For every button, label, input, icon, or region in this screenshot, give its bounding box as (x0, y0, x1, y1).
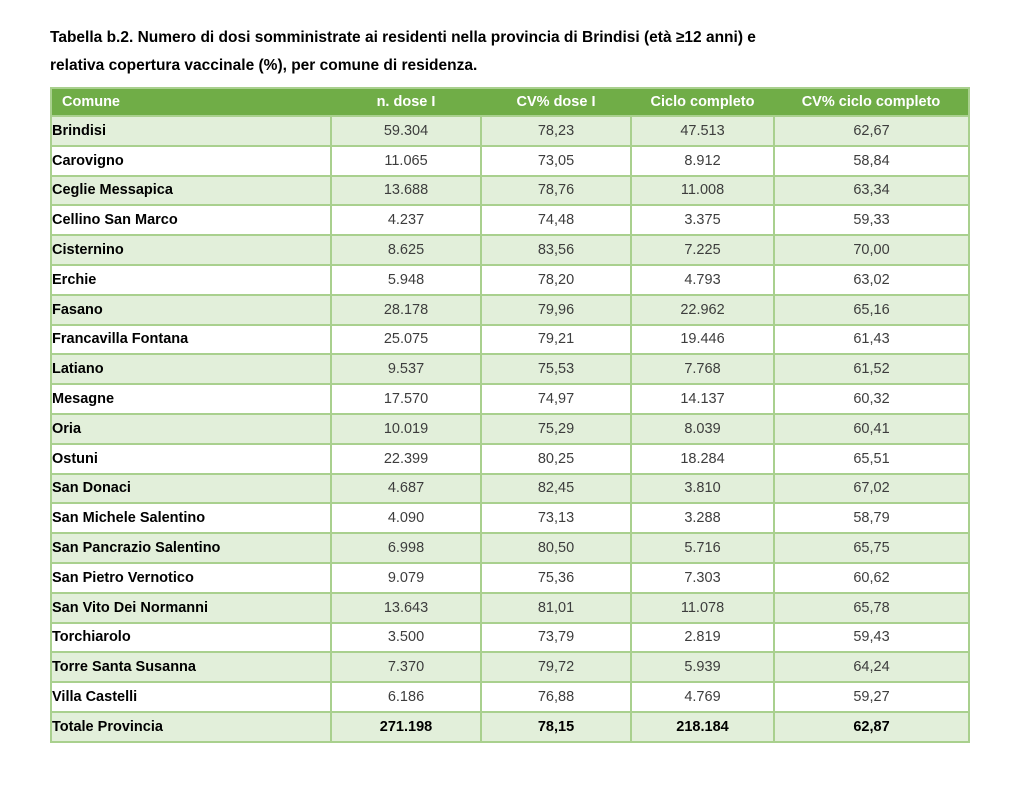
cv-dose-1-cell: 78,23 (481, 116, 631, 146)
n-dose-1-cell: 10.019 (331, 414, 481, 444)
cv-dose-1-cell: 73,13 (481, 503, 631, 533)
n-dose-1-cell: 11.065 (331, 146, 481, 176)
table-row (51, 623, 969, 653)
cv-dose-1-cell: 79,21 (481, 325, 631, 355)
table-row (51, 444, 969, 474)
cv-dose-1-cell: 74,97 (481, 384, 631, 414)
n-dose-1-cell: 22.399 (331, 444, 481, 474)
comune-cell: San Michele Salentino (51, 503, 331, 533)
ciclo-completo-cell: 218.184 (631, 712, 774, 742)
column-header-cv-dose-1: CV% dose I (481, 88, 631, 116)
comune-cell: Torre Santa Susanna (51, 652, 331, 682)
n-dose-1-cell: 9.537 (331, 354, 481, 384)
table-row (51, 116, 969, 146)
cv-ciclo-completo-cell: 63,34 (774, 176, 969, 206)
comune-cell: Erchie (51, 265, 331, 295)
ciclo-completo-cell: 5.939 (631, 652, 774, 682)
n-dose-1-cell: 13.688 (331, 176, 481, 206)
cv-ciclo-completo-cell: 67,02 (774, 474, 969, 504)
cv-dose-1-cell: 79,72 (481, 652, 631, 682)
cv-ciclo-completo-cell: 58,79 (774, 503, 969, 533)
table-body (51, 116, 969, 742)
ciclo-completo-cell: 14.137 (631, 384, 774, 414)
table-row (51, 593, 969, 623)
cv-dose-1-cell: 75,36 (481, 563, 631, 593)
table-row (51, 652, 969, 682)
table-caption-line-2: relativa copertura vaccinale (%), per comune di residenza. (50, 57, 478, 74)
cv-dose-1-cell: 78,15 (481, 712, 631, 742)
comune-cell: Totale Provincia (51, 712, 331, 742)
comune-cell: San Vito Dei Normanni (51, 593, 331, 623)
table-row (51, 205, 969, 235)
comune-cell: Cisternino (51, 235, 331, 265)
ciclo-completo-cell: 3.288 (631, 503, 774, 533)
table-row (51, 533, 969, 563)
document-page (50, 24, 975, 743)
ciclo-completo-cell: 2.819 (631, 623, 774, 653)
table-row (51, 414, 969, 444)
n-dose-1-cell: 5.948 (331, 265, 481, 295)
ciclo-completo-cell: 4.793 (631, 265, 774, 295)
cv-dose-1-cell: 83,56 (481, 235, 631, 265)
cv-ciclo-completo-cell: 62,67 (774, 116, 969, 146)
cv-ciclo-completo-cell: 58,84 (774, 146, 969, 176)
table-caption-line-1: Tabella b.2. Numero di dosi somministrate ai residenti nella provincia di Brindisi (età ≥12 anni) e (50, 29, 756, 46)
n-dose-1-cell: 6.998 (331, 533, 481, 563)
table-row (51, 265, 969, 295)
ciclo-completo-cell: 3.810 (631, 474, 774, 504)
table-row (51, 146, 969, 176)
ciclo-completo-cell: 4.769 (631, 682, 774, 712)
table-row (51, 503, 969, 533)
ciclo-completo-cell: 22.962 (631, 295, 774, 325)
n-dose-1-cell: 7.370 (331, 652, 481, 682)
vaccination-doses-table (50, 87, 970, 743)
comune-cell: Ceglie Messapica (51, 176, 331, 206)
table-row (51, 235, 969, 265)
table-caption (50, 24, 975, 80)
cv-ciclo-completo-cell: 59,27 (774, 682, 969, 712)
cv-ciclo-completo-cell: 65,16 (774, 295, 969, 325)
cv-ciclo-completo-cell: 61,52 (774, 354, 969, 384)
cv-dose-1-cell: 76,88 (481, 682, 631, 712)
cv-ciclo-completo-cell: 61,43 (774, 325, 969, 355)
cv-dose-1-cell: 74,48 (481, 205, 631, 235)
cv-dose-1-cell: 80,50 (481, 533, 631, 563)
cv-ciclo-completo-cell: 65,78 (774, 593, 969, 623)
cv-ciclo-completo-cell: 65,75 (774, 533, 969, 563)
n-dose-1-cell: 271.198 (331, 712, 481, 742)
n-dose-1-cell: 3.500 (331, 623, 481, 653)
ciclo-completo-cell: 47.513 (631, 116, 774, 146)
table-row (51, 563, 969, 593)
cv-dose-1-cell: 80,25 (481, 444, 631, 474)
cv-dose-1-cell: 78,76 (481, 176, 631, 206)
ciclo-completo-cell: 5.716 (631, 533, 774, 563)
cv-ciclo-completo-cell: 60,62 (774, 563, 969, 593)
cv-ciclo-completo-cell: 65,51 (774, 444, 969, 474)
column-header-cv-ciclo-completo: CV% ciclo completo (774, 88, 969, 116)
ciclo-completo-cell: 18.284 (631, 444, 774, 474)
n-dose-1-cell: 4.090 (331, 503, 481, 533)
ciclo-completo-cell: 7.225 (631, 235, 774, 265)
ciclo-completo-cell: 7.303 (631, 563, 774, 593)
n-dose-1-cell: 28.178 (331, 295, 481, 325)
cv-dose-1-cell: 82,45 (481, 474, 631, 504)
cv-dose-1-cell: 75,29 (481, 414, 631, 444)
column-header-ciclo-completo: Ciclo completo (631, 88, 774, 116)
ciclo-completo-cell: 11.078 (631, 593, 774, 623)
column-header-n-dose-1: n. dose I (331, 88, 481, 116)
comune-cell: Mesagne (51, 384, 331, 414)
ciclo-completo-cell: 7.768 (631, 354, 774, 384)
cv-dose-1-cell: 73,05 (481, 146, 631, 176)
table-row (51, 682, 969, 712)
table-total-row (51, 712, 969, 742)
n-dose-1-cell: 6.186 (331, 682, 481, 712)
cv-ciclo-completo-cell: 62,87 (774, 712, 969, 742)
comune-cell: Cellino San Marco (51, 205, 331, 235)
cv-ciclo-completo-cell: 60,41 (774, 414, 969, 444)
cv-ciclo-completo-cell: 59,33 (774, 205, 969, 235)
comune-cell: San Pancrazio Salentino (51, 533, 331, 563)
n-dose-1-cell: 4.687 (331, 474, 481, 504)
cv-ciclo-completo-cell: 60,32 (774, 384, 969, 414)
n-dose-1-cell: 59.304 (331, 116, 481, 146)
comune-cell: San Donaci (51, 474, 331, 504)
ciclo-completo-cell: 8.912 (631, 146, 774, 176)
comune-cell: Latiano (51, 354, 331, 384)
cv-ciclo-completo-cell: 59,43 (774, 623, 969, 653)
comune-cell: Francavilla Fontana (51, 325, 331, 355)
comune-cell: Brindisi (51, 116, 331, 146)
column-header-comune: Comune (51, 88, 331, 116)
n-dose-1-cell: 17.570 (331, 384, 481, 414)
table-row (51, 474, 969, 504)
table-row (51, 384, 969, 414)
ciclo-completo-cell: 19.446 (631, 325, 774, 355)
cv-dose-1-cell: 79,96 (481, 295, 631, 325)
table-row (51, 295, 969, 325)
n-dose-1-cell: 4.237 (331, 205, 481, 235)
table-row (51, 325, 969, 355)
cv-ciclo-completo-cell: 70,00 (774, 235, 969, 265)
ciclo-completo-cell: 8.039 (631, 414, 774, 444)
ciclo-completo-cell: 11.008 (631, 176, 774, 206)
table-header-row (51, 88, 969, 116)
cv-dose-1-cell: 73,79 (481, 623, 631, 653)
comune-cell: Torchiarolo (51, 623, 331, 653)
table-row (51, 354, 969, 384)
ciclo-completo-cell: 3.375 (631, 205, 774, 235)
cv-ciclo-completo-cell: 64,24 (774, 652, 969, 682)
n-dose-1-cell: 9.079 (331, 563, 481, 593)
cv-ciclo-completo-cell: 63,02 (774, 265, 969, 295)
cv-dose-1-cell: 81,01 (481, 593, 631, 623)
n-dose-1-cell: 8.625 (331, 235, 481, 265)
cv-dose-1-cell: 75,53 (481, 354, 631, 384)
cv-dose-1-cell: 78,20 (481, 265, 631, 295)
comune-cell: Villa Castelli (51, 682, 331, 712)
table-row (51, 176, 969, 206)
comune-cell: Carovigno (51, 146, 331, 176)
comune-cell: Ostuni (51, 444, 331, 474)
n-dose-1-cell: 25.075 (331, 325, 481, 355)
n-dose-1-cell: 13.643 (331, 593, 481, 623)
comune-cell: Fasano (51, 295, 331, 325)
comune-cell: San Pietro Vernotico (51, 563, 331, 593)
comune-cell: Oria (51, 414, 331, 444)
